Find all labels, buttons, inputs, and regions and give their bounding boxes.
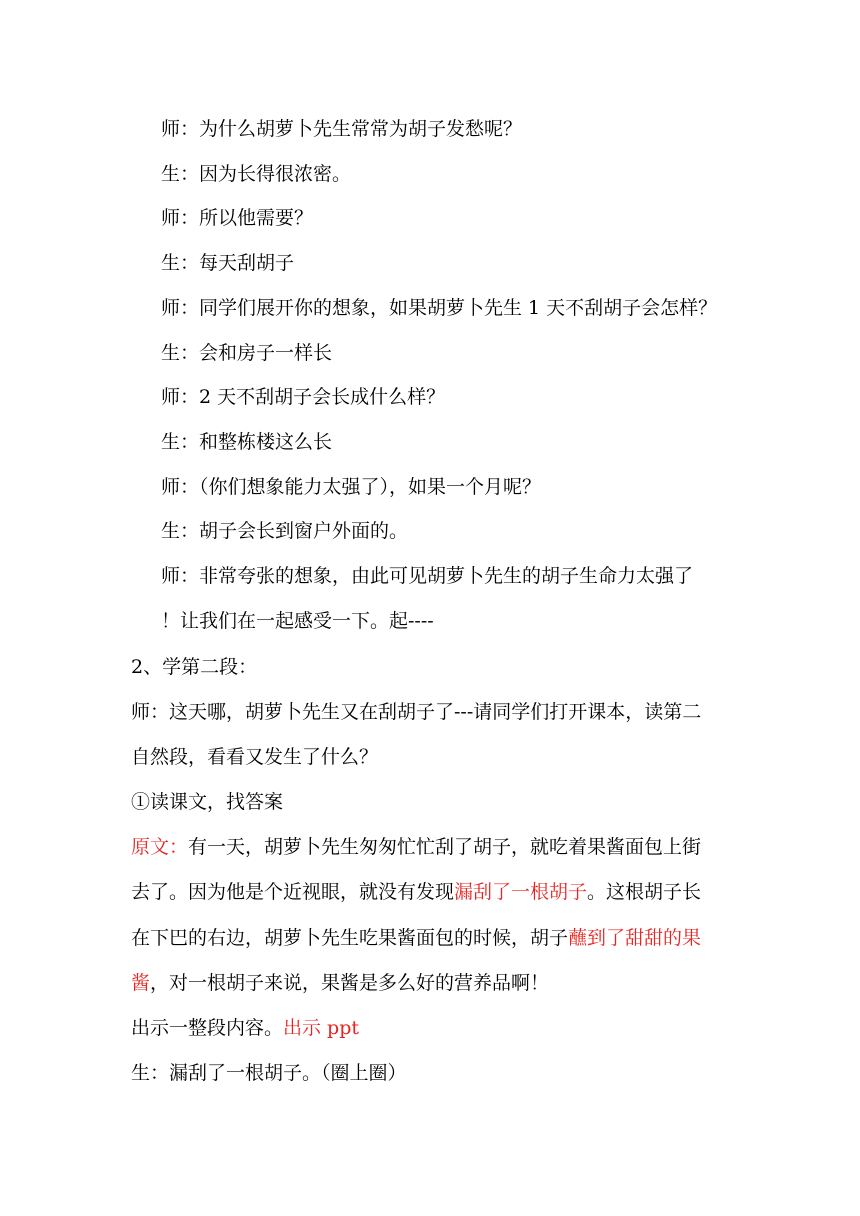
dialogue-line: 师：（你们想象能力太强了），如果一个月呢？ bbox=[161, 476, 542, 498]
show-text: 出示一整段内容。 bbox=[131, 1017, 284, 1039]
highlight-text: 漏刮了一根胡子 bbox=[454, 881, 588, 903]
show-ppt-note: 出示 ppt bbox=[283, 1017, 360, 1039]
dialogue-line: 师：同学们展开你的想象，如果胡萝卜先生 1 天不刮胡子会怎样？ bbox=[161, 297, 718, 319]
dialogue-line: 生：每天刮胡子 bbox=[161, 252, 295, 274]
dialogue-line: 生：因为长得很浓密。 bbox=[161, 163, 352, 185]
teacher-line: 师：这天哪，胡萝卜先生又在刮胡子了---请同学们打开课本，读第二 bbox=[131, 701, 702, 723]
dialogue-line: 师：非常夸张的想象，由此可见胡萝卜先生的胡子生命力太强了 bbox=[161, 565, 694, 587]
original-text: ，对一根胡子来说，果酱是多么好的营养品啊！ bbox=[150, 972, 550, 994]
section-heading: 2、学第二段： bbox=[131, 656, 258, 678]
highlight-text: 蘸到了甜甜的果 bbox=[568, 927, 702, 949]
dialogue-line: 生：和整栋楼这么长 bbox=[161, 431, 333, 453]
dialogue-line: 师：为什么胡萝卜先生常常为胡子发愁呢？ bbox=[161, 118, 523, 140]
original-text: 在下巴的右边，胡萝卜先生吃果酱面包的时候，胡子 bbox=[131, 927, 569, 949]
original-text-line bbox=[131, 834, 731, 860]
dialogue-line: ！让我们在一起感受一下。起---- bbox=[161, 610, 434, 632]
original-text: 有一天，胡萝卜先生匆匆忙忙刮了胡子，就吃着果酱面包上街 bbox=[188, 836, 702, 858]
dialogue-line: 师：2 天不刮胡子会长成什么样？ bbox=[161, 386, 446, 408]
step-line: ①读课文，找答案 bbox=[131, 791, 284, 813]
original-text-line bbox=[131, 970, 731, 996]
original-text-line bbox=[131, 879, 731, 905]
show-line bbox=[131, 1015, 731, 1041]
original-label: 原文： bbox=[131, 836, 189, 858]
student-line: 生：漏刮了一根胡子。（圈上圈） bbox=[131, 1062, 407, 1084]
dialogue-line: 生：会和房子一样长 bbox=[161, 342, 333, 364]
highlight-text: 酱 bbox=[131, 972, 151, 994]
teacher-line: 自然段，看看又发生了什么？ bbox=[131, 746, 379, 768]
original-text: 去了。因为他是个近视眼，就没有发现 bbox=[131, 881, 455, 903]
dialogue-line: 师：所以他需要？ bbox=[161, 207, 314, 229]
original-text: 。这根胡子长 bbox=[587, 881, 702, 903]
dialogue-line: 生：胡子会长到窗户外面的。 bbox=[161, 520, 409, 542]
original-text-line bbox=[131, 925, 731, 951]
